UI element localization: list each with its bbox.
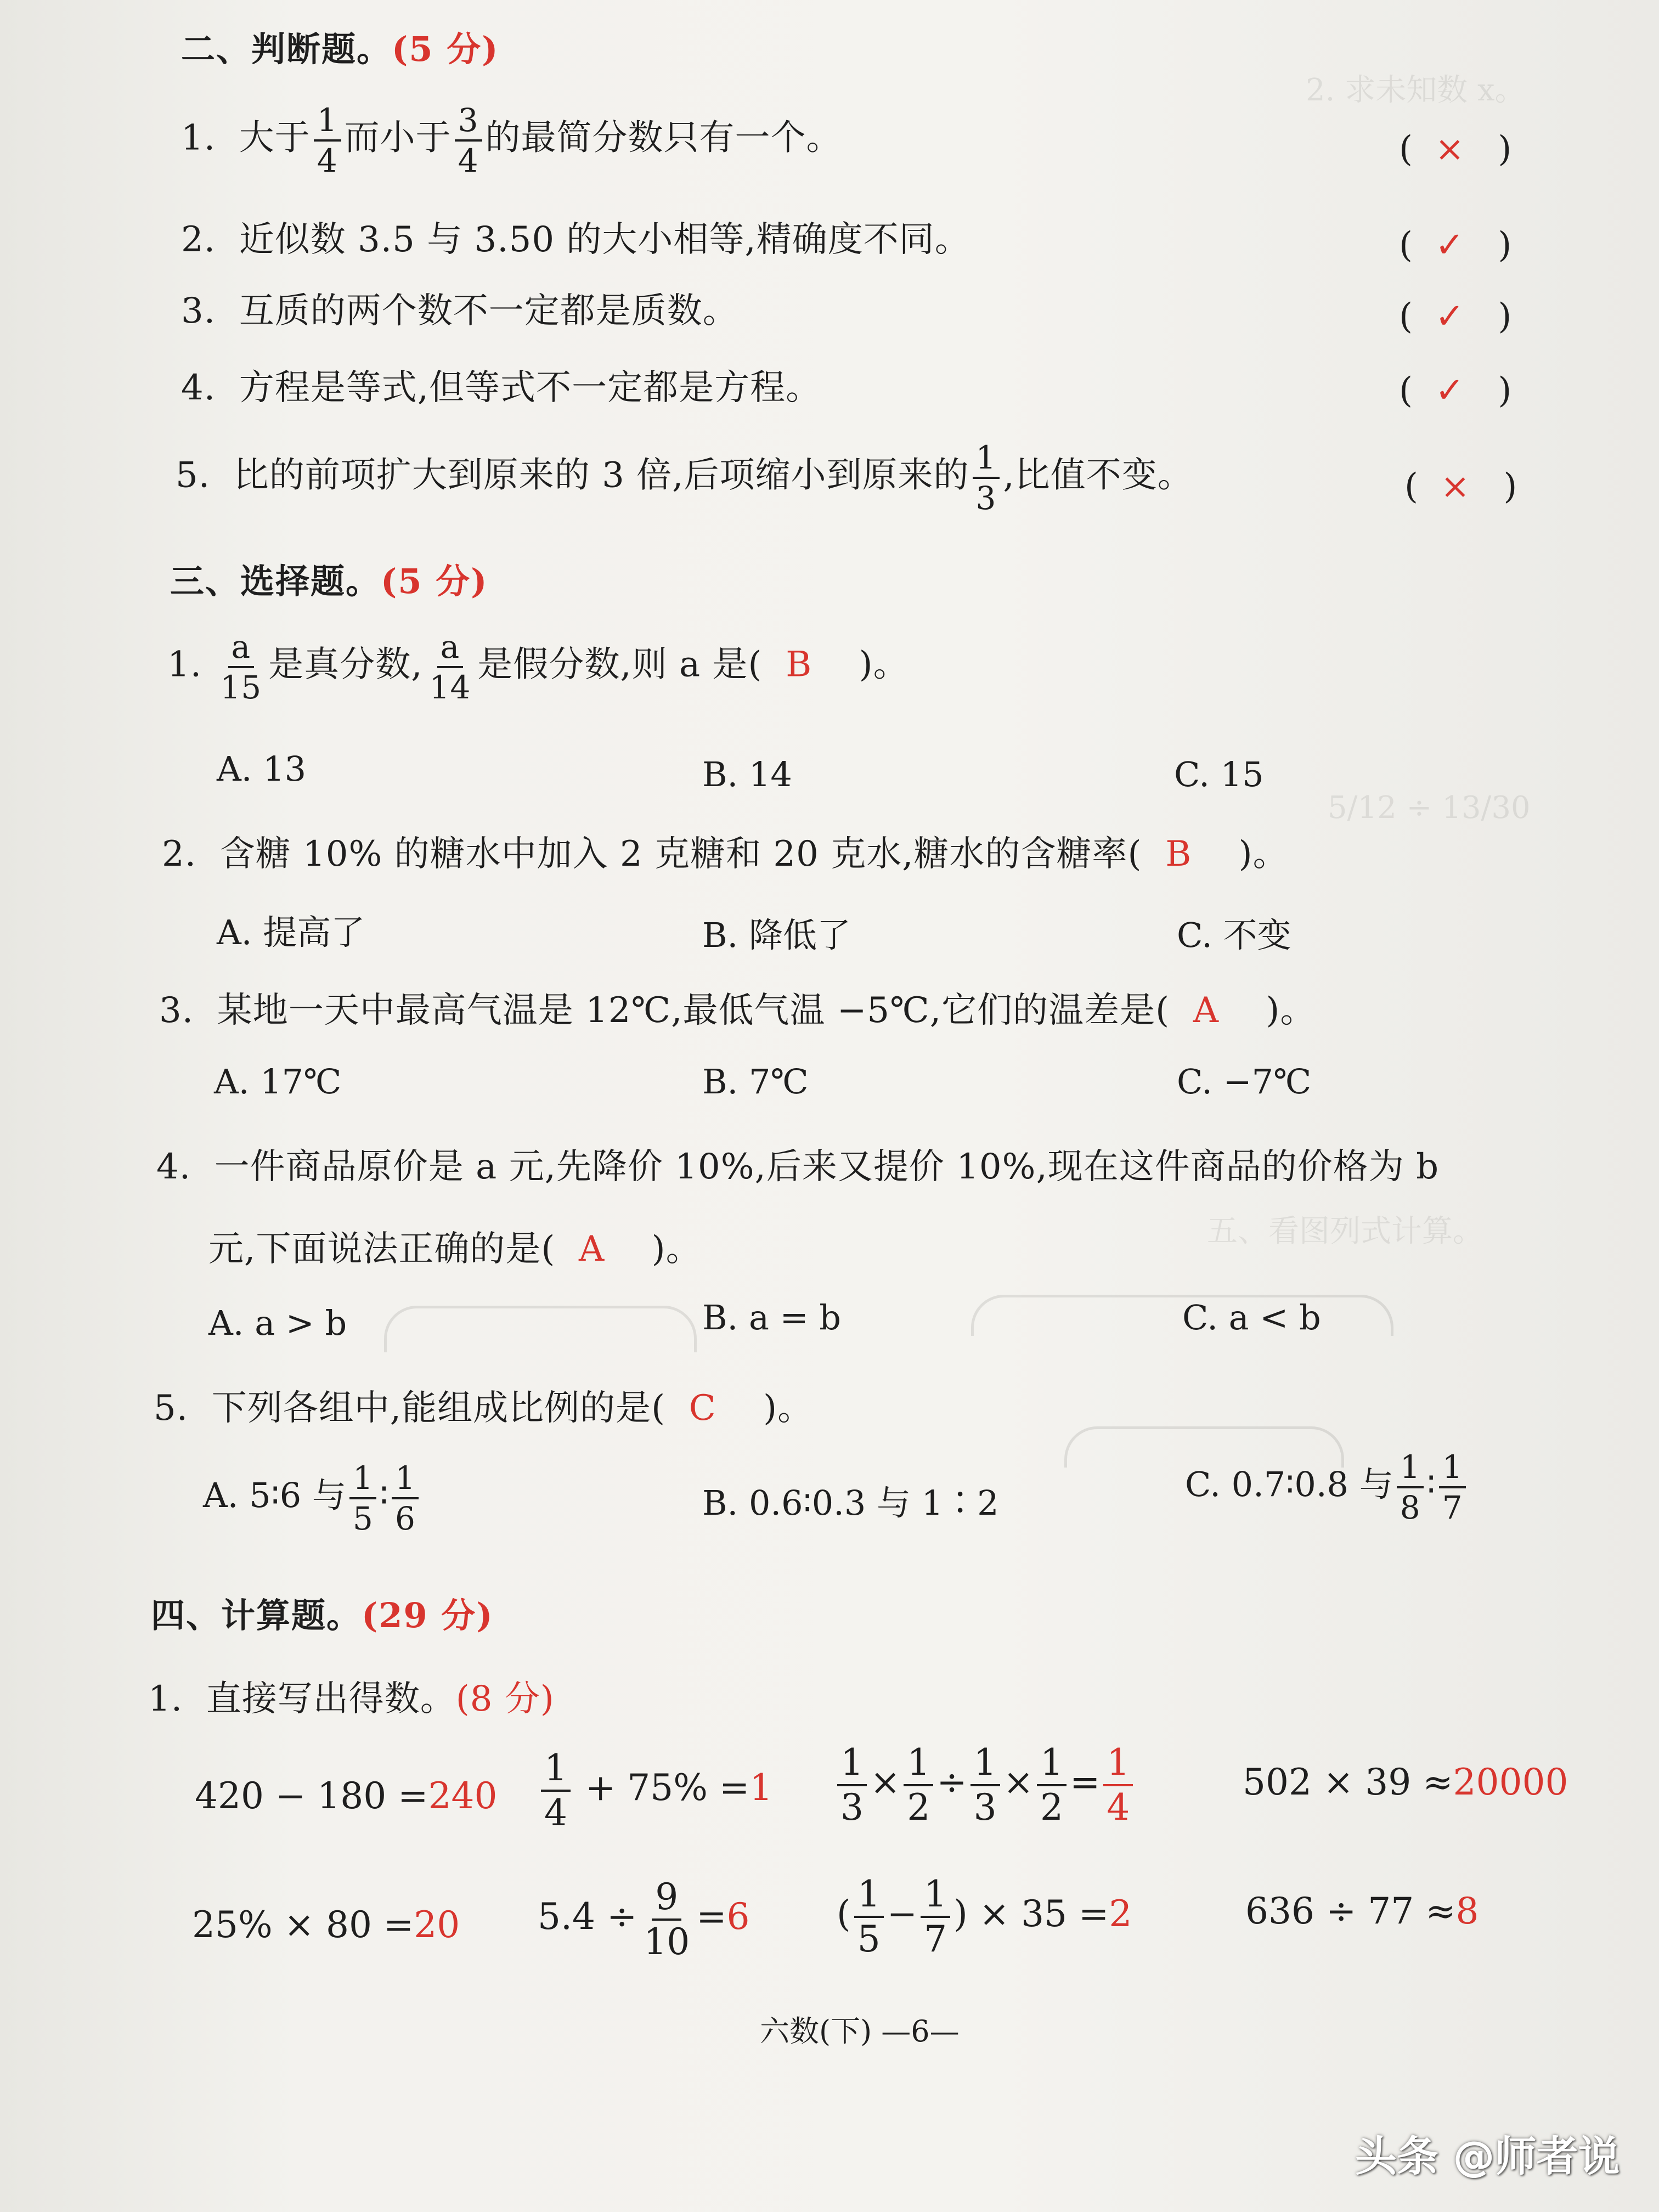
calc-6: 5.4 ÷ $\frac{9}{10}$ =6 — [538, 1876, 750, 1963]
bleed-through-brace — [384, 1306, 697, 1352]
judge-item-2: 2. 近似数 3.5 与 3.50 的大小相等,精确度不同。 — [181, 219, 970, 260]
fraction: $\frac{1}{5}$ — [349, 1462, 376, 1534]
judge-answer-5: ( × ) — [1404, 466, 1517, 507]
choice-q2-option-c: C. 不变 — [1177, 915, 1291, 955]
calc-3: $\frac{1}{3}$ × $\frac{1}{2}$ ÷ $\frac{1}{3}$ × $\frac{1}{2}$ = $\frac{1}{4}$ — [834, 1745, 1136, 1826]
choice-q1: 1. $\frac{a}{15}$ 是真分数, $\frac{a}{14}$ 是假分数,则 a 是( B )。 — [167, 628, 909, 706]
choice-q4-option-b: B. a = b — [702, 1297, 841, 1338]
choice-q1-option-c: C. 15 — [1174, 754, 1264, 794]
calc-5: 25% × 80 =20 — [192, 1904, 460, 1946]
section-3-heading: 三、选择题。(5 分) — [170, 561, 488, 601]
choice-q3: 3. 某地一天中最高气温是 12℃,最低气温 −5℃,它们的温差是( A )。 — [159, 990, 1316, 1031]
fraction: $\frac{1}{7}$ — [1439, 1451, 1466, 1523]
bleed-through-text: 5/12 ÷ 13/30 — [1328, 790, 1531, 826]
section-4-heading: 四、计算题。(29 分) — [151, 1595, 494, 1635]
choice-q5-option-a: A. 5∶6 与 $\frac{1}{5}$ ∶ $\frac{1}{6}$ — [203, 1462, 422, 1534]
fraction: $\frac{1}{7}$ — [921, 1876, 950, 1957]
calc-8: 636 ÷ 77 ≈8 — [1245, 1890, 1479, 1932]
section-2-heading: 二、判断题。(5 分) — [181, 29, 499, 69]
fraction: $\frac{9}{10}$ — [644, 1876, 690, 1963]
choice-q5-option-c: C. 0.7∶0.8 与 $\frac{1}{8}$ ∶ $\frac{1}{7}$ — [1185, 1451, 1469, 1523]
fraction: $\frac{1}{5}$ — [854, 1876, 884, 1957]
bleed-through-text: 五、看图列式计算。 — [1207, 1214, 1483, 1249]
fraction-answer: $\frac{1}{4}$ — [1103, 1745, 1133, 1826]
fraction: $\frac{1}{4}$ — [541, 1750, 571, 1831]
fraction: $\frac{1}{6}$ — [392, 1462, 419, 1534]
choice-q3-option-a: A. 17℃ — [214, 1062, 342, 1102]
bleed-through-text: 2. 求未知数 x。 — [1306, 72, 1526, 108]
choice-q5-option-b: B. 0.6∶0.3 与 1∶2 — [702, 1483, 999, 1523]
judge-item-5: 5. 比的前项扩大到原来的 3 倍,后项缩小到原来的 $\frac{1}{3}$ ,比值不变。 — [176, 439, 1193, 517]
judge-answer-1: ( × ) — [1399, 129, 1512, 170]
choice-q4-option-a: A. a > b — [208, 1303, 347, 1343]
judge-answer-3: ( ✓ ) — [1399, 296, 1512, 337]
section-4-sub1: 1. 直接写出得数。(8 分) — [148, 1679, 555, 1719]
fraction: $\frac{3}{4}$ — [455, 104, 482, 177]
choice-q4-option-c: C. a < b — [1182, 1297, 1321, 1338]
page-footer: 六数(下) —6— — [760, 2014, 960, 2049]
calc-7: ( $\frac{1}{5}$ − $\frac{1}{7}$ ) × 35 =2 — [837, 1873, 1132, 1960]
choice-q3-option-c: C. −7℃ — [1177, 1062, 1312, 1102]
fraction: $\frac{1}{2}$ — [1037, 1745, 1066, 1826]
fraction: $\frac{a}{14}$ — [429, 628, 471, 706]
judge-item-4: 4. 方程是等式,但等式不一定都是方程。 — [181, 368, 822, 408]
fraction: $\frac{1}{3}$ — [837, 1745, 867, 1826]
fraction: $\frac{1}{2}$ — [904, 1745, 933, 1826]
choice-q3-option-b: B. 7℃ — [702, 1062, 809, 1102]
judge-item-1: 1. 大于 $\frac{1}{4}$ 而小于 $\frac{3}{4}$ 的最简分数只有一个。 — [181, 101, 842, 179]
fraction: $\frac{1}{3}$ — [973, 442, 1000, 514]
choice-q2: 2. 含糖 10% 的糖水中加入 2 克糖和 20 克水,糖水的含糖率( B )。 — [162, 834, 1289, 874]
choice-q4-line2: 元,下面说法正确的是( A )。 — [208, 1229, 702, 1269]
choice-q2-option-a: A. 提高了 — [217, 912, 365, 952]
choice-q4-line1: 4. 一件商品原价是 a 元,先降价 10%,后来又提价 10%,现在这件商品的价格为 b — [156, 1147, 1440, 1187]
choice-q1-option-a: A. 13 — [217, 749, 307, 789]
fraction: $\frac{1}{8}$ — [1397, 1451, 1424, 1523]
calc-2: $\frac{1}{4}$ + 75% =1 — [538, 1750, 772, 1831]
choice-q2-option-b: B. 降低了 — [702, 915, 851, 955]
calc-1: 420 − 180 =240 — [195, 1775, 498, 1817]
fraction: $\frac{a}{15}$ — [220, 628, 262, 706]
judge-item-3: 3. 互质的两个数不一定都是质数。 — [181, 291, 738, 331]
judge-answer-2: ( ✓ ) — [1399, 225, 1512, 266]
choice-q1-option-b: B. 14 — [702, 754, 792, 794]
watermark: 头条 @师者说 — [1355, 2132, 1620, 2181]
fraction: $\frac{1}{3}$ — [970, 1745, 1000, 1826]
calc-4: 502 × 39 ≈20000 — [1243, 1761, 1568, 1803]
judge-answer-4: ( ✓ ) — [1399, 370, 1512, 411]
fraction: $\frac{1}{4}$ — [314, 104, 341, 177]
choice-q5: 5. 下列各组中,能组成比例的是( C )。 — [154, 1388, 814, 1429]
